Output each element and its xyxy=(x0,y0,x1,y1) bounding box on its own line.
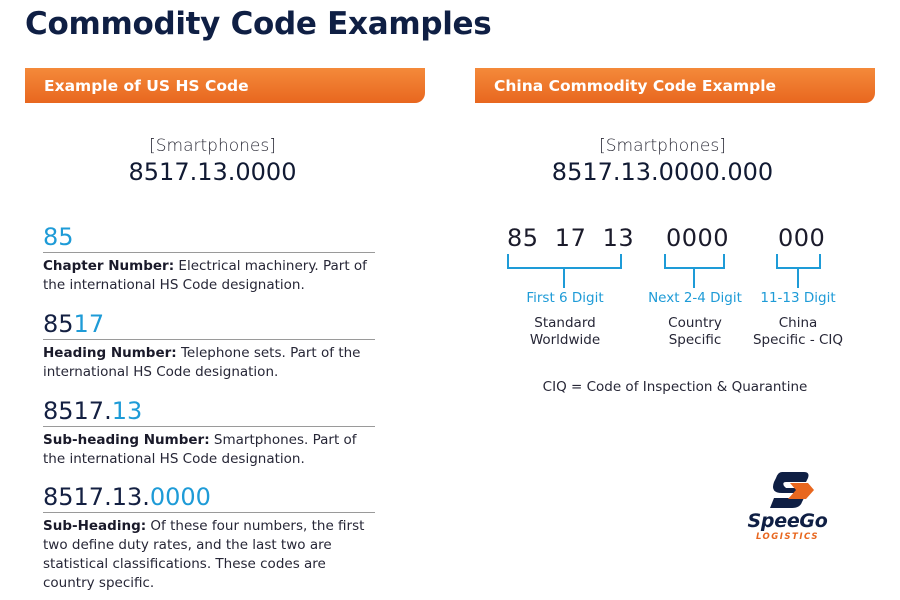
page-title: Commodity Code Examples xyxy=(25,6,492,42)
subheading-section xyxy=(43,396,375,469)
us-full-code: 8517.13.0000 xyxy=(128,158,297,186)
divider xyxy=(43,252,375,253)
us-product-label: [Smartphones] xyxy=(149,136,276,156)
statistical-code: 8517.13.0000 xyxy=(43,483,211,511)
label-11-13-digit: 11-13 Digit xyxy=(760,290,836,306)
digit-group-next: 0000 xyxy=(666,224,730,252)
bracket-china xyxy=(777,254,820,288)
desc-country-specific: Country Specific xyxy=(668,315,722,348)
bracket-next xyxy=(665,254,724,288)
label-first-6-digit: First 6 Digit xyxy=(526,290,604,306)
desc-standard-worldwide: Standard Worldwide xyxy=(529,315,601,348)
china-code-header xyxy=(475,136,850,186)
heading-description: Heading Number: Telephone sets. Part of the international HS Code designation. xyxy=(43,345,361,380)
chapter-code: 85 xyxy=(43,223,74,251)
subheading-code: 8517.13 xyxy=(43,397,143,425)
heading-code: 8517 xyxy=(43,310,105,338)
digit-group-china: 000 xyxy=(778,224,826,252)
china-product-label: [Smartphones] xyxy=(599,136,726,156)
divider xyxy=(43,339,375,340)
china-full-code: 8517.13.0000.000 xyxy=(551,158,774,186)
speego-s-arrow-icon xyxy=(730,468,845,512)
divider xyxy=(43,426,375,427)
us-hs-code-banner: Example of US HS Code xyxy=(25,68,425,103)
chapter-section xyxy=(43,222,375,295)
statistical-description: Sub-Heading: Of these four numbers, the first two define duty rates, and the last two are statistical classifications. These codes are country specific. xyxy=(43,518,365,591)
logo-subtitle: LOGISTICS xyxy=(755,532,820,542)
desc-china-specific: China Specific - CIQ xyxy=(752,315,844,348)
china-code-banner: China Commodity Code Example xyxy=(475,68,875,103)
chapter-description: Chapter Number: Electrical machinery. Part of the international HS Code designation. xyxy=(43,258,367,293)
digit-group-first: 85 17 13 xyxy=(507,224,635,252)
grouping-brackets xyxy=(500,250,860,290)
us-code-header xyxy=(25,136,400,186)
label-next-2-4-digit: Next 2-4 Digit xyxy=(648,290,742,306)
subheading-description: Sub-heading Number: Smartphones. Part of the international HS Code designation. xyxy=(43,432,357,467)
bracket-first xyxy=(508,254,621,288)
heading-section xyxy=(43,309,375,382)
speego-logo xyxy=(730,468,845,548)
ciq-note: CIQ = Code of Inspection & Quarantine xyxy=(542,379,808,395)
logo-name: SpeeGo xyxy=(747,510,828,532)
divider xyxy=(43,512,375,513)
statistical-section xyxy=(43,482,375,593)
